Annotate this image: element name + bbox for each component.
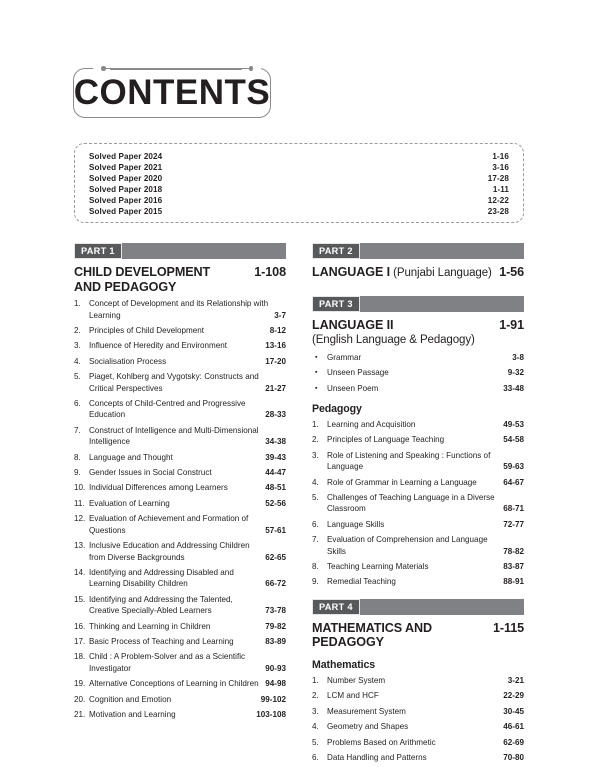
toc-item[interactable] — [312, 706, 524, 717]
toc-item-title: Role of Listening and Speaking : Functions of Language — [327, 450, 491, 472]
decorative-dot-left-icon — [101, 66, 106, 71]
toc-item-pages: 90-93 — [265, 663, 286, 673]
part2-banner — [312, 243, 524, 259]
solved-paper-row — [89, 195, 509, 206]
part4-banner-label: PART 4 — [312, 599, 360, 615]
toc-item[interactable] — [312, 492, 524, 515]
toc-item-title: Individual Differences among Learners — [89, 483, 228, 493]
toc-item-pages: 62-65 — [265, 552, 286, 562]
toc-item[interactable] — [74, 356, 286, 367]
part1-banner-label: PART 1 — [74, 243, 122, 259]
toc-item-pages: 73-78 — [265, 606, 286, 616]
toc-item-title: Identifying and Addressing Disabled and Learning Disability Children — [89, 567, 234, 589]
toc-item-title: Unseen Poem — [327, 383, 379, 393]
toc-item-number: 2. — [74, 326, 81, 335]
toc-item-pages: 17-20 — [265, 356, 286, 366]
toc-item[interactable] — [74, 482, 286, 493]
part3-pages: 1-91 — [499, 317, 524, 332]
toc-item-title: Language Skills — [327, 519, 385, 529]
toc-item-title: Socialisation Process — [89, 356, 167, 366]
toc-item-title: Child : A Problem-Solver and as a Scientific Investigator — [89, 652, 246, 673]
toc-item-pages: 72-77 — [503, 519, 524, 529]
toc-item[interactable] — [74, 325, 286, 336]
toc-item[interactable] — [312, 477, 524, 488]
toc-item-title: Basic Process of Teaching and Learning — [89, 636, 234, 646]
toc-item[interactable] — [74, 371, 286, 394]
section-spacer — [312, 281, 524, 296]
toc-item-title: Piaget, Kohlberg and Vygotsky: Constructs and Critical Perspectives — [89, 372, 259, 393]
toc-item-title: Evaluation of Learning — [89, 498, 170, 508]
part1-title-line1: CHILD DEVELOPMENT — [74, 265, 211, 279]
toc-item[interactable] — [312, 576, 524, 587]
solved-paper-row — [89, 151, 509, 162]
toc-item-number: 3. — [74, 341, 81, 351]
toc-item-title: Inclusive Education and Addressing Children from Diverse Backgrounds — [89, 541, 250, 562]
toc-item-title: Problems Based on Arithmetic — [327, 737, 436, 747]
page-title: CONTENTS — [73, 72, 271, 112]
toc-item-number: 19. — [74, 679, 86, 689]
toc-item-pages: 83-89 — [265, 636, 286, 646]
part4-pages: 1-115 — [492, 620, 524, 635]
solved-paper-pages: 1-16 — [492, 152, 509, 161]
toc-item-number: 13. — [74, 541, 86, 551]
toc-item[interactable] — [74, 513, 286, 536]
toc-item-number: 5. — [312, 493, 319, 503]
solved-paper-row — [89, 162, 509, 173]
left-column — [74, 243, 286, 720]
toc-item[interactable] — [74, 425, 286, 448]
toc-item-number: 1. — [312, 420, 319, 429]
part3-title — [312, 318, 481, 348]
solved-papers-box — [74, 143, 524, 223]
toc-item[interactable] — [74, 594, 286, 617]
toc-item-number: 1. — [74, 299, 81, 309]
toc-item[interactable] — [312, 721, 524, 732]
toc-item-number: 5. — [312, 737, 319, 747]
toc-item-title: Remedial Teaching — [327, 577, 396, 587]
solved-paper-row — [89, 206, 509, 217]
solved-paper-label: Solved Paper 2016 — [89, 196, 163, 206]
part1-pages: 1-108 — [254, 265, 286, 279]
toc-item-pages: 3-7 — [274, 310, 286, 320]
toc-item[interactable] — [74, 467, 286, 478]
toc-item-number: 9. — [312, 577, 319, 587]
part2-title-main: LANGUAGE I — [312, 265, 391, 279]
toc-item[interactable] — [74, 452, 286, 463]
decorative-bar — [110, 68, 242, 70]
page-title-block — [73, 62, 503, 124]
part4-item-list — [312, 675, 524, 763]
toc-item-number: 11. — [74, 498, 85, 508]
toc-item[interactable] — [312, 561, 524, 572]
toc-item[interactable] — [74, 498, 286, 509]
toc-item-number: 6. — [312, 519, 319, 529]
toc-item-number: 6. — [74, 399, 81, 409]
part1-item-list — [74, 298, 286, 720]
toc-item-number: 14. — [74, 567, 86, 577]
toc-item[interactable] — [312, 534, 524, 557]
toc-item-title: Measurement System — [327, 706, 406, 716]
toc-item-pages: 22-29 — [503, 691, 524, 701]
part3-title-line2: (English Language & Pedagogy) — [312, 334, 475, 347]
part3-banner-label: PART 3 — [312, 296, 360, 312]
toc-item-pages: 62-69 — [503, 737, 524, 747]
toc-item[interactable] — [312, 519, 524, 530]
part3-banner — [312, 296, 524, 312]
toc-item-pages: 66-72 — [265, 579, 286, 589]
part4-banner — [312, 599, 524, 615]
toc-item-pages: 44-47 — [265, 468, 286, 478]
toc-bullet-item[interactable] — [312, 352, 524, 363]
toc-item-pages: 70-80 — [503, 753, 524, 763]
toc-item-title: Concept of Development and its Relationship with Learning — [89, 299, 269, 320]
bullet-icon: ▪ — [315, 384, 318, 392]
toc-item-pages: 49-53 — [503, 420, 524, 429]
toc-item-title: Motivation and Learning — [89, 709, 176, 719]
toc-item-pages: 39-43 — [265, 452, 286, 462]
toc-item[interactable] — [74, 540, 286, 563]
part1-title-row — [74, 265, 286, 294]
toc-item[interactable] — [312, 752, 524, 763]
solved-paper-pages: 3-16 — [492, 163, 509, 173]
toc-item-title: Principles of Child Development — [89, 326, 205, 335]
toc-item-pages: 57-61 — [265, 525, 286, 535]
toc-item-pages: 33-48 — [503, 383, 524, 393]
part3-title-line1: LANGUAGE II — [312, 317, 394, 332]
toc-item-number: 2. — [312, 691, 319, 701]
toc-bullet-item[interactable] — [312, 383, 524, 394]
bullet-icon: ▪ — [315, 353, 318, 361]
decorative-dot-right-icon — [249, 66, 254, 71]
toc-item-pages: 3-21 — [507, 676, 524, 686]
toc-item-pages: 103-108 — [256, 709, 286, 719]
right-column — [312, 243, 524, 764]
toc-item-title: Grammar — [327, 352, 362, 362]
part3-item-list — [312, 419, 524, 588]
toc-item-number: 17. — [74, 636, 86, 646]
part2-title — [312, 265, 498, 281]
toc-item-number: 3. — [312, 450, 319, 460]
toc-item-pages: 59-63 — [503, 462, 524, 472]
solved-paper-pages: 1-11 — [492, 185, 509, 195]
part4-section-heading: Mathematics — [312, 659, 376, 672]
toc-item-number: 1. — [312, 676, 319, 686]
toc-item[interactable] — [312, 419, 524, 430]
solved-paper-label: Solved Paper 2021 — [89, 163, 163, 173]
toc-item-number: 20. — [74, 694, 86, 704]
toc-item-number: 8. — [312, 562, 319, 572]
toc-item[interactable] — [74, 298, 286, 321]
toc-item-pages: 68-71 — [503, 504, 524, 514]
page-title-box — [73, 68, 271, 118]
toc-item[interactable] — [74, 636, 286, 647]
toc-item-pages: 3-8 — [512, 352, 524, 362]
toc-item-number: 7. — [312, 535, 319, 545]
toc-item-number: 4. — [312, 477, 319, 487]
solved-paper-label: Solved Paper 2020 — [89, 174, 163, 184]
toc-item-pages: 52-56 — [265, 498, 286, 508]
solved-paper-row — [89, 184, 509, 195]
toc-item-pages: 78-82 — [503, 546, 524, 556]
toc-item[interactable] — [312, 450, 524, 473]
solved-paper-pages: 12-22 — [487, 196, 509, 206]
toc-item[interactable] — [312, 690, 524, 701]
title-decorative-rule — [93, 67, 261, 70]
solved-paper-label: Solved Paper 2015 — [89, 207, 163, 217]
toc-item-pages: 64-67 — [503, 477, 524, 487]
part2-pages: 1-56 — [499, 265, 524, 279]
toc-item-pages: 34-38 — [265, 437, 286, 447]
part2-title-row — [312, 265, 524, 281]
toc-item-number: 5. — [74, 372, 81, 382]
part2-banner-label: PART 2 — [312, 243, 360, 259]
solved-paper-pages: 23-28 — [487, 207, 509, 217]
toc-item-number: 16. — [74, 621, 86, 631]
toc-item[interactable] — [74, 398, 286, 421]
toc-item-number: 4. — [74, 356, 81, 366]
toc-item-title: Gender Issues in Social Construct — [89, 468, 212, 478]
solved-paper-row — [89, 173, 509, 184]
toc-item-pages: 48-51 — [265, 483, 286, 493]
toc-item[interactable] — [74, 678, 286, 689]
toc-bullet-item[interactable] — [312, 367, 524, 378]
toc-item-number: 21. — [74, 709, 86, 719]
toc-item-title: Language and Thought — [89, 452, 173, 462]
toc-item-title: Alternative Conceptions of Learning in Children — [89, 679, 259, 689]
toc-item-title: Construct of Intelligence and Multi-Dimensional Intelligence — [89, 425, 259, 447]
toc-item-title: Evaluation of Achievement and Formation of Questions — [89, 514, 249, 535]
toc-item[interactable] — [74, 694, 286, 705]
toc-item-pages: 46-61 — [503, 722, 524, 732]
toc-item-number: 18. — [74, 652, 86, 662]
toc-item-number: 2. — [312, 435, 319, 445]
toc-item[interactable] — [74, 340, 286, 351]
toc-item-pages: 94-98 — [265, 679, 286, 689]
toc-item-title: Thinking and Learning in Children — [89, 621, 211, 631]
toc-item-title: Unseen Passage — [327, 368, 389, 378]
part1-title — [74, 265, 216, 294]
part1-title-line2: AND PEDAGOGY — [74, 279, 177, 294]
solved-paper-label: Solved Paper 2018 — [89, 185, 163, 195]
toc-item-pages: 21-27 — [265, 383, 286, 393]
toc-item-title: Influence of Heredity and Environment — [89, 341, 228, 351]
bullet-icon: ▪ — [315, 369, 318, 377]
solved-paper-label: Solved Paper 2024 — [89, 152, 163, 161]
toc-item[interactable] — [74, 651, 286, 674]
toc-item-pages: 9-32 — [507, 368, 524, 378]
toc-item-title: Identifying and Addressing the Talented, Creative Specially-Abled Learners — [89, 594, 233, 616]
toc-item-pages: 79-82 — [265, 621, 286, 631]
toc-item-title: Learning and Acquisition — [327, 420, 416, 429]
toc-item-title: Number System — [327, 676, 386, 686]
toc-item-title: Challenges of Teaching Language in a Diverse Classroom — [327, 493, 495, 514]
toc-item-title: Role of Grammar in Learning a Language — [327, 477, 477, 487]
toc-item-title: Data Handling and Patterns — [327, 753, 427, 763]
solved-paper-pages: 17-28 — [487, 174, 509, 184]
toc-item-pages: 88-91 — [503, 577, 524, 587]
toc-item[interactable] — [312, 737, 524, 748]
part4-title: MATHEMATICS AND PEDAGOGY — [312, 620, 432, 650]
toc-item-title: Geometry and Shapes — [327, 722, 409, 732]
toc-item-number: 8. — [74, 452, 81, 462]
part3-bullet-list — [312, 352, 524, 394]
toc-item-pages: 28-33 — [265, 410, 286, 420]
toc-item-number: 3. — [312, 706, 319, 716]
toc-item-number: 15. — [74, 594, 86, 604]
part3-section-heading: Pedagogy — [312, 403, 362, 415]
toc-item-pages: 8-12 — [269, 326, 286, 335]
toc-item[interactable] — [74, 709, 286, 720]
toc-item-pages: 99-102 — [260, 694, 286, 704]
toc-item-title: Concepts of Child-Centred and Progressive Education — [89, 399, 246, 420]
toc-item-title: Cognition and Emotion — [89, 694, 172, 704]
toc-item[interactable] — [74, 621, 286, 632]
toc-item-title: Teaching Learning Materials — [327, 562, 429, 572]
toc-item-number: 7. — [74, 425, 81, 435]
toc-item-title: LCM and HCF — [327, 691, 379, 701]
toc-item-title: Evaluation of Comprehension and Language Skills — [327, 535, 488, 556]
section-spacer — [312, 588, 524, 599]
toc-item-number: 12. — [74, 514, 86, 524]
toc-item-pages: 54-58 — [503, 435, 524, 445]
toc-item[interactable] — [312, 675, 524, 686]
toc-item-number: 9. — [74, 468, 81, 478]
part1-banner — [74, 243, 286, 259]
toc-item-pages: 83-87 — [503, 562, 524, 572]
part4-title-row — [312, 621, 524, 650]
toc-item-number: 6. — [312, 753, 319, 763]
toc-item-pages: 13-16 — [265, 341, 286, 351]
toc-item-number: 10. — [74, 483, 86, 493]
part3-title-row — [312, 318, 524, 348]
toc-item[interactable] — [312, 434, 524, 445]
toc-item[interactable] — [74, 567, 286, 590]
toc-item-title: Principles of Language Teaching — [327, 435, 445, 445]
toc-item-number: 4. — [312, 722, 319, 732]
toc-item-pages: 30-45 — [503, 706, 524, 716]
part2-title-sub: (Punjabi Language) — [390, 267, 492, 279]
